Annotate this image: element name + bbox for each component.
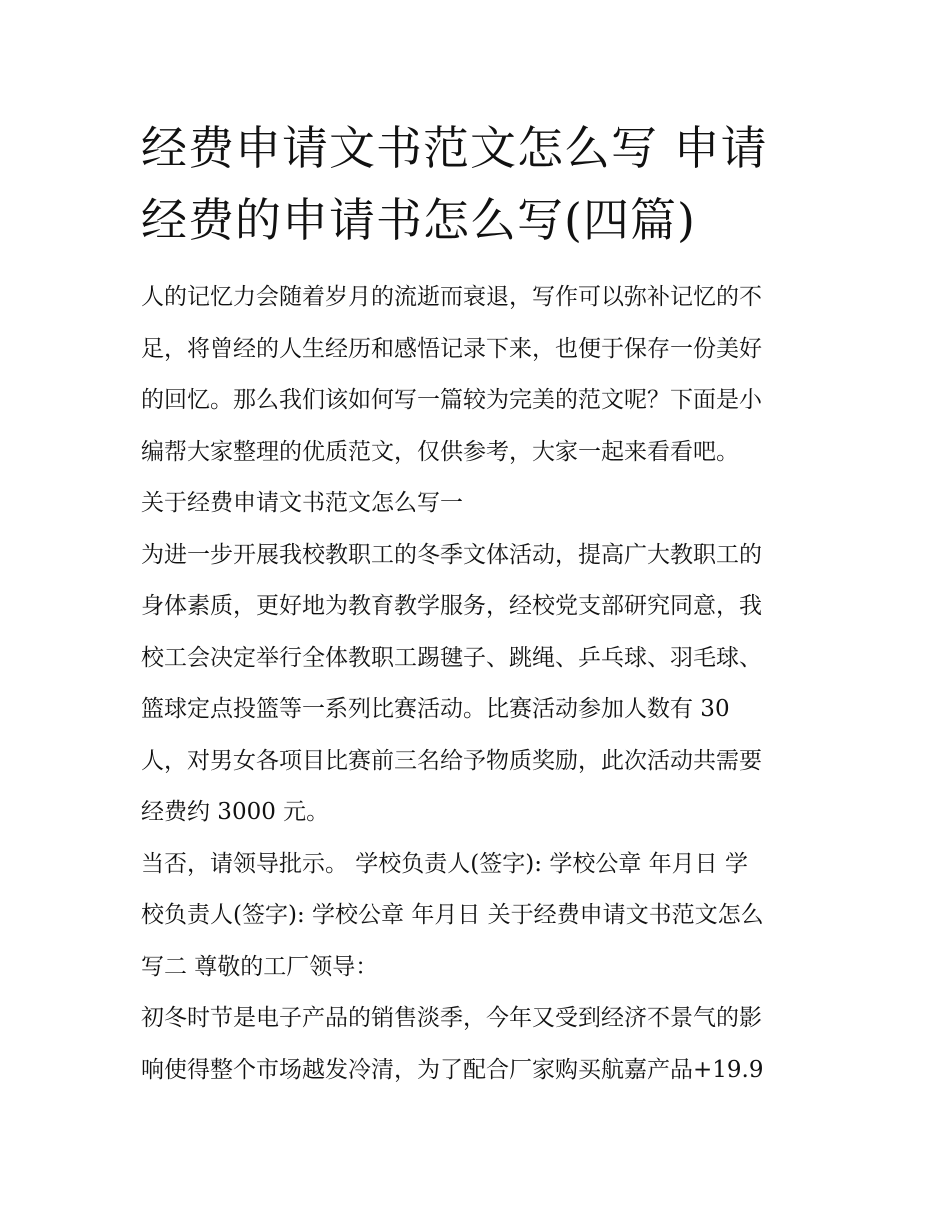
body-line: 写二 尊敬的工厂领导： <box>141 953 379 980</box>
body-line: 人的记忆力会随着岁月的流逝而衰退，写作可以弥补记忆的不 <box>141 284 762 310</box>
body-line: 为进一步开展我校教职工的冬季文体活动，提高广大教职工的 <box>141 541 762 568</box>
title-line: 经费申请文书范文怎么写 申请 <box>141 121 768 175</box>
body-line: 足，将曾经的人生经历和感悟记录下来，也便于保存一份美好 <box>141 335 762 362</box>
body-line: 校负责人(签字): 学校公章 年月日 关于经费申请文书范文怎么 <box>141 902 764 928</box>
section-heading: 关于经费申请文书范文怎么写一 <box>141 490 463 516</box>
document-title <box>141 112 821 256</box>
body-line: 当否，请领导批示。 学校负责人(签字): 学校公章 年月日 学 <box>141 850 748 877</box>
body-line: 经费约 3000 元。 <box>141 799 330 825</box>
title-line: 经费的申请书怎么写(四篇) <box>141 193 696 247</box>
body-line: 编帮大家整理的优质范文，仅供参考，大家一起来看看吧。 <box>141 438 739 465</box>
body-line: 身体素质，更好地为教育教学服务，经校党支部研究同意，我 <box>141 593 762 619</box>
body-line: 的回忆。那么我们该如何写一篇较为完美的范文呢？下面是小 <box>141 387 762 413</box>
body-line: 篮球定点投篮等一系列比赛活动。比赛活动参加人数有 30 <box>141 696 730 722</box>
document-content <box>141 112 821 1096</box>
body-line: 人，对男女各项目比赛前三名给予物质奖励，此次活动共需要 <box>141 747 762 774</box>
body-line: 初冬时节是电子产品的销售淡季，今年又受到经济不景气的影 <box>141 1005 762 1031</box>
body-line: 校工会决定举行全体教职工踢毽子、跳绳、乒乓球、羽毛球、 <box>141 644 762 671</box>
body-line: 响使得整个市场越发冷清，为了配合厂家购买航嘉产品+19.9 <box>141 1056 764 1083</box>
